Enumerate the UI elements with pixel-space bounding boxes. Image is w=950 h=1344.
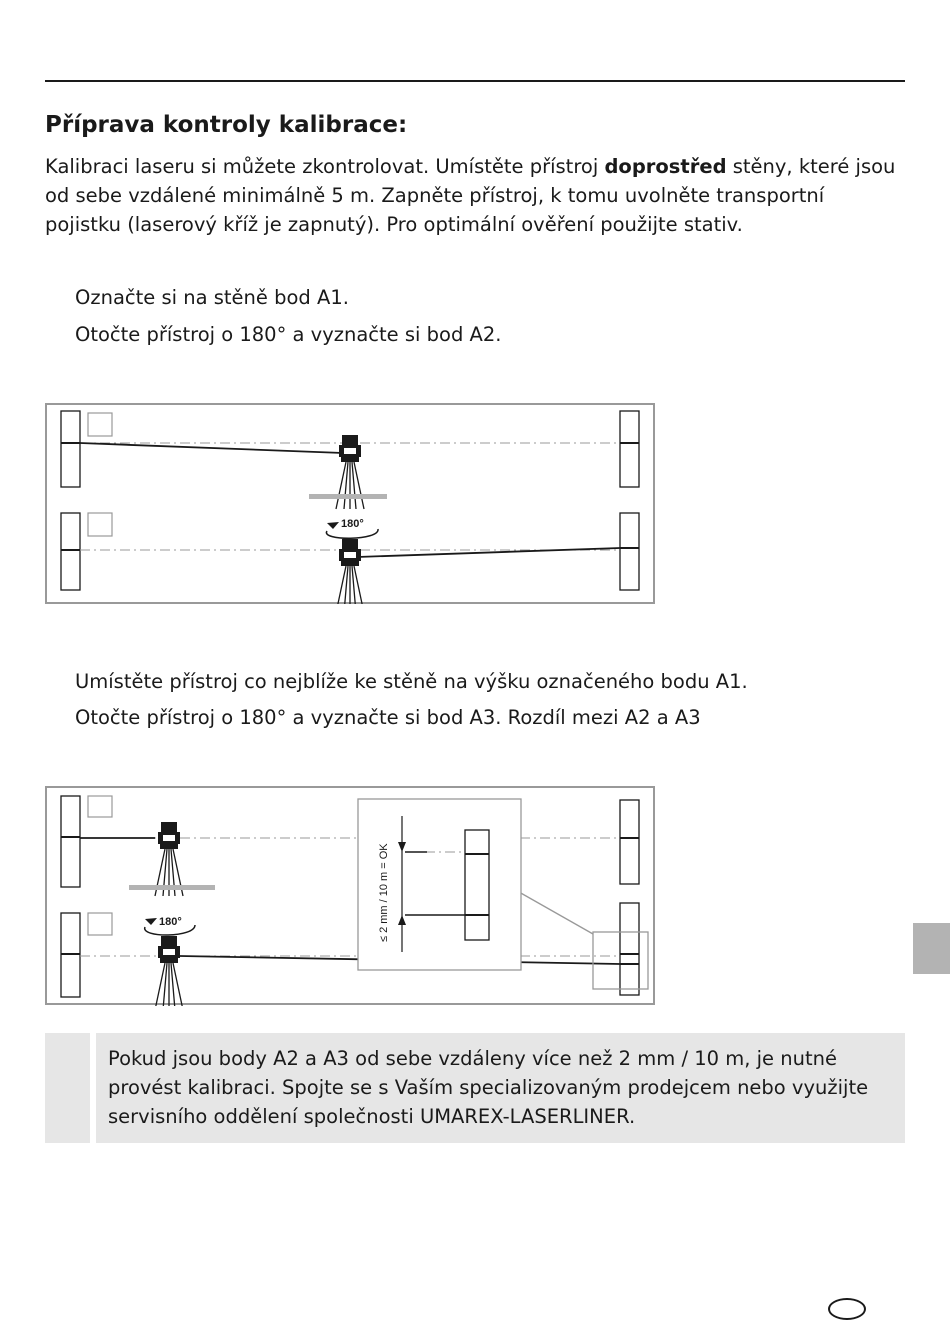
section-heading: Příprava kontroly kalibrace: — [45, 112, 408, 138]
fig2-rotation-label: 180° — [159, 916, 182, 928]
intro-bold: doprostřed — [604, 155, 727, 178]
step-3-text: Umístěte přístroj co nejblíže ke stěně na výšku označeného bodu A1. — [75, 670, 748, 693]
chapter-tab — [913, 923, 950, 974]
step-2-text: Otočte přístroj o 180° a vyznačte si bod A2. — [75, 323, 502, 346]
language-badge — [828, 1298, 866, 1320]
intro-text-1: Kalibraci laseru si můžete zkontrolovat. Umístěte přístroj — [45, 155, 605, 178]
fig2-tolerance-label: ≤ 2 mm / 10 m = OK — [378, 843, 390, 942]
intro-text-2: stěny, které jsou od sebe vzdálené minimálně 5 m. Zapněte přístroj, k tomu uvolněte transportní pojistku (laserový kříž je zapnutý). Pro optimální ověření použijte stativ. — [45, 155, 896, 236]
note-text: Pokud jsou body A2 a A3 od sebe vzdáleny více než 2 mm / 10 m, je nutné provést kalibraci. Spojte se s Vaším specializovaným prodejcem nebo využijte servisního oddělení společnosti UMAREX-LASERLINER. — [108, 1047, 869, 1128]
figure-1-diagram — [45, 403, 655, 604]
step-1-text: Označte si na stěně bod A1. — [75, 286, 349, 309]
fig1-rotation-label: 180° — [341, 518, 364, 530]
fig2-zoom-inset — [358, 799, 521, 970]
top-rule — [45, 80, 905, 82]
step-4-text: Otočte přístroj o 180° a vyznačte si bod A3. Rozdíl mezi A2 a A3 — [75, 706, 701, 729]
note-divider — [90, 1033, 96, 1143]
intro-paragraph — [45, 152, 905, 239]
note-box — [45, 1033, 905, 1143]
figure-2-diagram — [45, 786, 655, 1006]
